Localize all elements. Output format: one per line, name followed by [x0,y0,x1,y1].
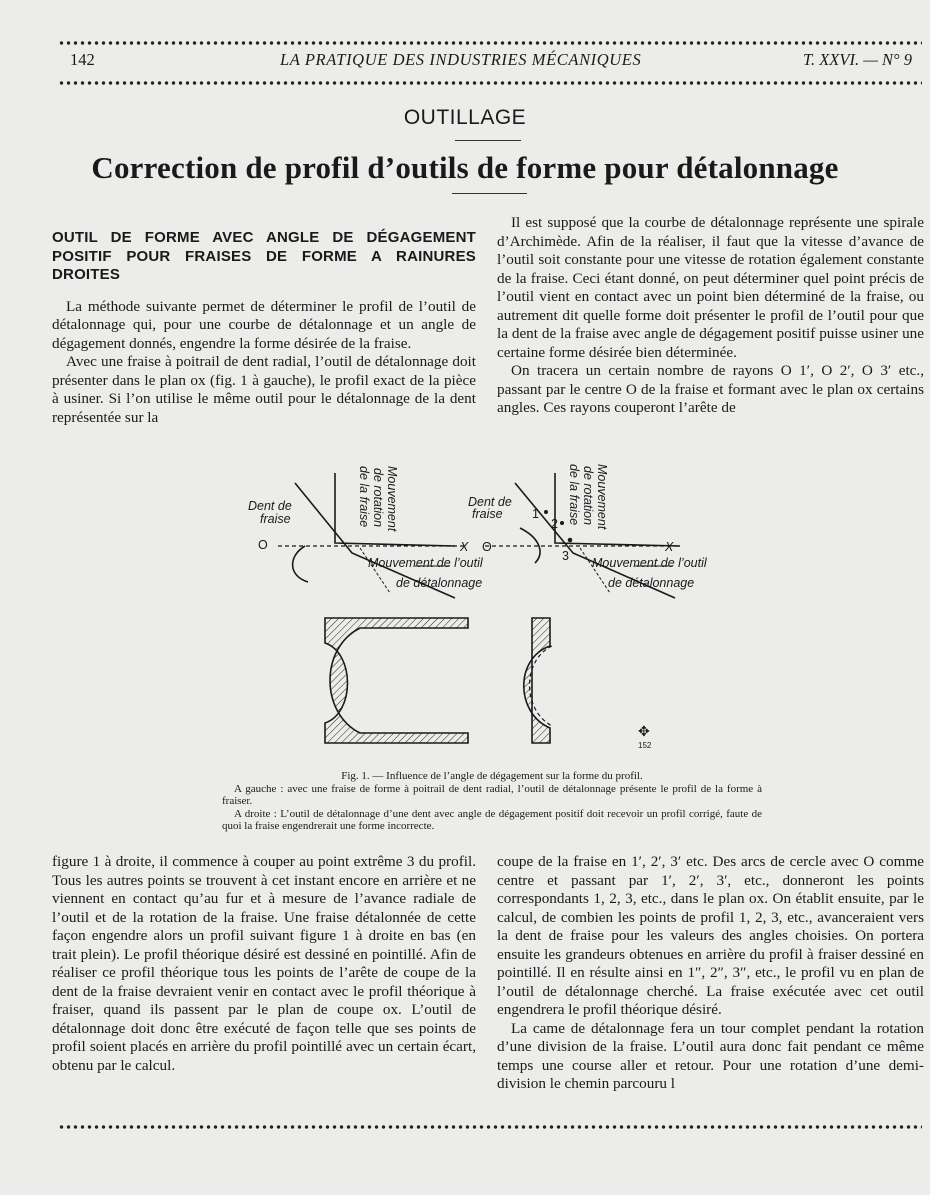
subheading: OUTIL DE FORME AVEC ANGLE DE DÉGAGEMENT POSITIF POUR FRAISES DE FORME A RAINURES DROITES [52,229,476,283]
section-title: OUTILLAGE [403,106,527,129]
profile-right [524,618,550,743]
section-rule [455,140,521,141]
motion-line-left [360,548,390,593]
figure-1 [240,448,760,763]
article-title: Correction de profil d’outils de forme pour détalonnage [91,150,839,185]
page-number: 142 [70,50,95,69]
paragraph: La came de détalonnage fera un tour complet pendant la rotation d’une division de la fraise. L’outil aura donc fait pendant ce même temps une course aller et retour. Pour une rotation d’une demi-division le chemin parcouru l [497,1019,924,1092]
label-detalonnage-right: de détalonnage [608,576,695,590]
top-dotted-rule [58,40,922,46]
running-header [70,50,920,74]
label-x-left: X [460,540,469,554]
label-de-rotation: de rotation [371,468,385,528]
paragraph: figure 1 à droite, il commence à couper au point extrême 3 du profil. Tous les autres points se trouvent à cet instant encore en arrière et ne viennent en contact qu’au fur et à mesure de l’avance radiale de l’outil et de la rotation de la fraise. Une fraise détalonnée de cette façon engendre alors un profil suivant figure 1 à droite en bas (en trait plein). Le profil théorique désiré est dessiné en pointillé. Afin de réaliser ce profil théorique tous les points de l’arête de coupe de la dent de la fraise devraient venir en contact avec le profil théorique à fraiser, quand ils passent par le plan de coupe ox. L’outil de détalonnage doit donc être exécuté de façon telle que ses points de profil soient placés en arrière du profil pointillé avec un certain écart, obtenu par le calcul. [52,853,476,1074]
title-rule [452,193,527,194]
figure-caption [222,770,762,833]
label-point-2: 2 [551,517,558,531]
caption-line-3: A droite : L’outil de détalonnage d’une dent avec angle de dégagement positif doit recevoir un profil corrigé, faute de quoi la fraise engendrerait une forme incorrecte. [222,807,762,832]
caption-line-2: A gauche : avec une fraise de forme à poitrail de dent radial, l’outil de détalonnage présente le profil de la forme à fraiser. [222,782,762,807]
label-de-la-fraise-right: de la fraise [567,464,581,526]
label-mouvement-outil-right: Mouvement de l’outil [592,556,707,570]
label-de-la-fraise: de la fraise [357,466,371,528]
point-1 [544,510,548,514]
label-mouvement: Mouvement [385,466,399,532]
paragraph: On tracera un certain nombre de rayons O 1′, O 2′, O 3′ etc., passant par le centre O de la fraise et formant avec le plan ox certains angles. Ces rayons couperont l’arête de [497,362,924,416]
journal-title: LA PRATIQUE DES INDUSTRIES MÉCANIQUES [280,50,642,69]
column-top-right [497,214,924,418]
label-dent-de-right: Dent de [468,495,512,509]
label-fraise: fraise [260,512,291,526]
paragraph: coupe de la fraise en 1′, 2′, 3′ etc. Des arcs de cercle avec O comme centre et passant par 1′, 2′, 3′, etc., donneront les points correspondants 1, 2, 3, etc., dans le plan ox. On établit ensuite, par le calcul, de combien les points de profil 1, 2, 3, etc., avanceraient vers la dent de fraise pour les valeurs des angles choisies. On portera ensuite les grandeurs obtenues en arrière du profil à fraiser dessiné en pointillé. Il en résulte ainsi en 1″, 2″, 3″, etc., le profil vu en plan de l’outil de détalonnage cherché. La fraise exécutée avec cet outil engendrera le profil théorique désiré. [497,853,924,1018]
label-dent-de: Dent de [248,499,292,513]
profile-left [325,618,468,743]
label-o-right: O [482,540,492,554]
label-x-right: X [665,540,674,554]
figure-drawing [240,448,760,763]
caption-line-1: Fig. 1. — Influence de l’angle de dégagement sur la forme du profil. [341,770,643,782]
tooth-curve-left [293,546,308,582]
paragraph: La méthode suivante permet de déterminer le profil de l’outil de détalonnage qui, pour une courbe de détalonnage et un angle de dégagement donnés, engendre la forme désirée de la fraise. [52,297,476,352]
header-dotted-rule [58,80,922,86]
label-point-3: 3 [562,549,569,563]
motion-line-right [580,548,610,593]
label-de-rotation-right: de rotation [581,466,595,526]
label-mouvement-right: Mouvement [595,464,609,530]
label-mouvement-outil-left: Mouvement de l’outil [368,556,483,570]
volume-number: T. XXVI. — N° 9 [803,50,912,69]
point-2 [560,521,564,525]
paragraph: Avec une fraise à poitrail de dent radial, l’outil de détalonnage doit présenter dans le plan ox (fig. 1 à gauche), le profil exact de la pièce à usiner. Si l’on utilise le même outil pour le détalonnage de la dent représentée sur la [52,353,476,426]
label-o-left: O [258,538,268,552]
paragraph: Il est supposé que la courbe de détalonnage représente une spirale d’Archimède. Afin de la réaliser, il faut que la vitesse d’avance de l’outil soit constante pour une vitesse de rotation également constante de la fraise. Ceci étant donné, on peut déterminer quel point précis de l’outil vient en contact avec un point bien déterminé de la fraise, ou autrement dit quelle forme doit présenter le profil de l’outil pour que la dent de la fraise avec angle de dégagement positif puisse usiner une certaine forme désirée bien déterminée. [497,214,924,361]
column-top-left [52,229,476,427]
publisher-logo-icon: ✥ [638,724,650,740]
label-detalonnage-left: de détalonnage [396,576,483,590]
label-fraise-right: fraise [472,507,503,521]
footer-dotted-rule [58,1124,922,1130]
label-point-1: 1 [532,507,539,521]
column-bottom-right [497,853,924,1094]
point-3 [568,538,573,543]
figure-number: 152 [638,741,652,750]
column-bottom-left [52,853,476,1075]
